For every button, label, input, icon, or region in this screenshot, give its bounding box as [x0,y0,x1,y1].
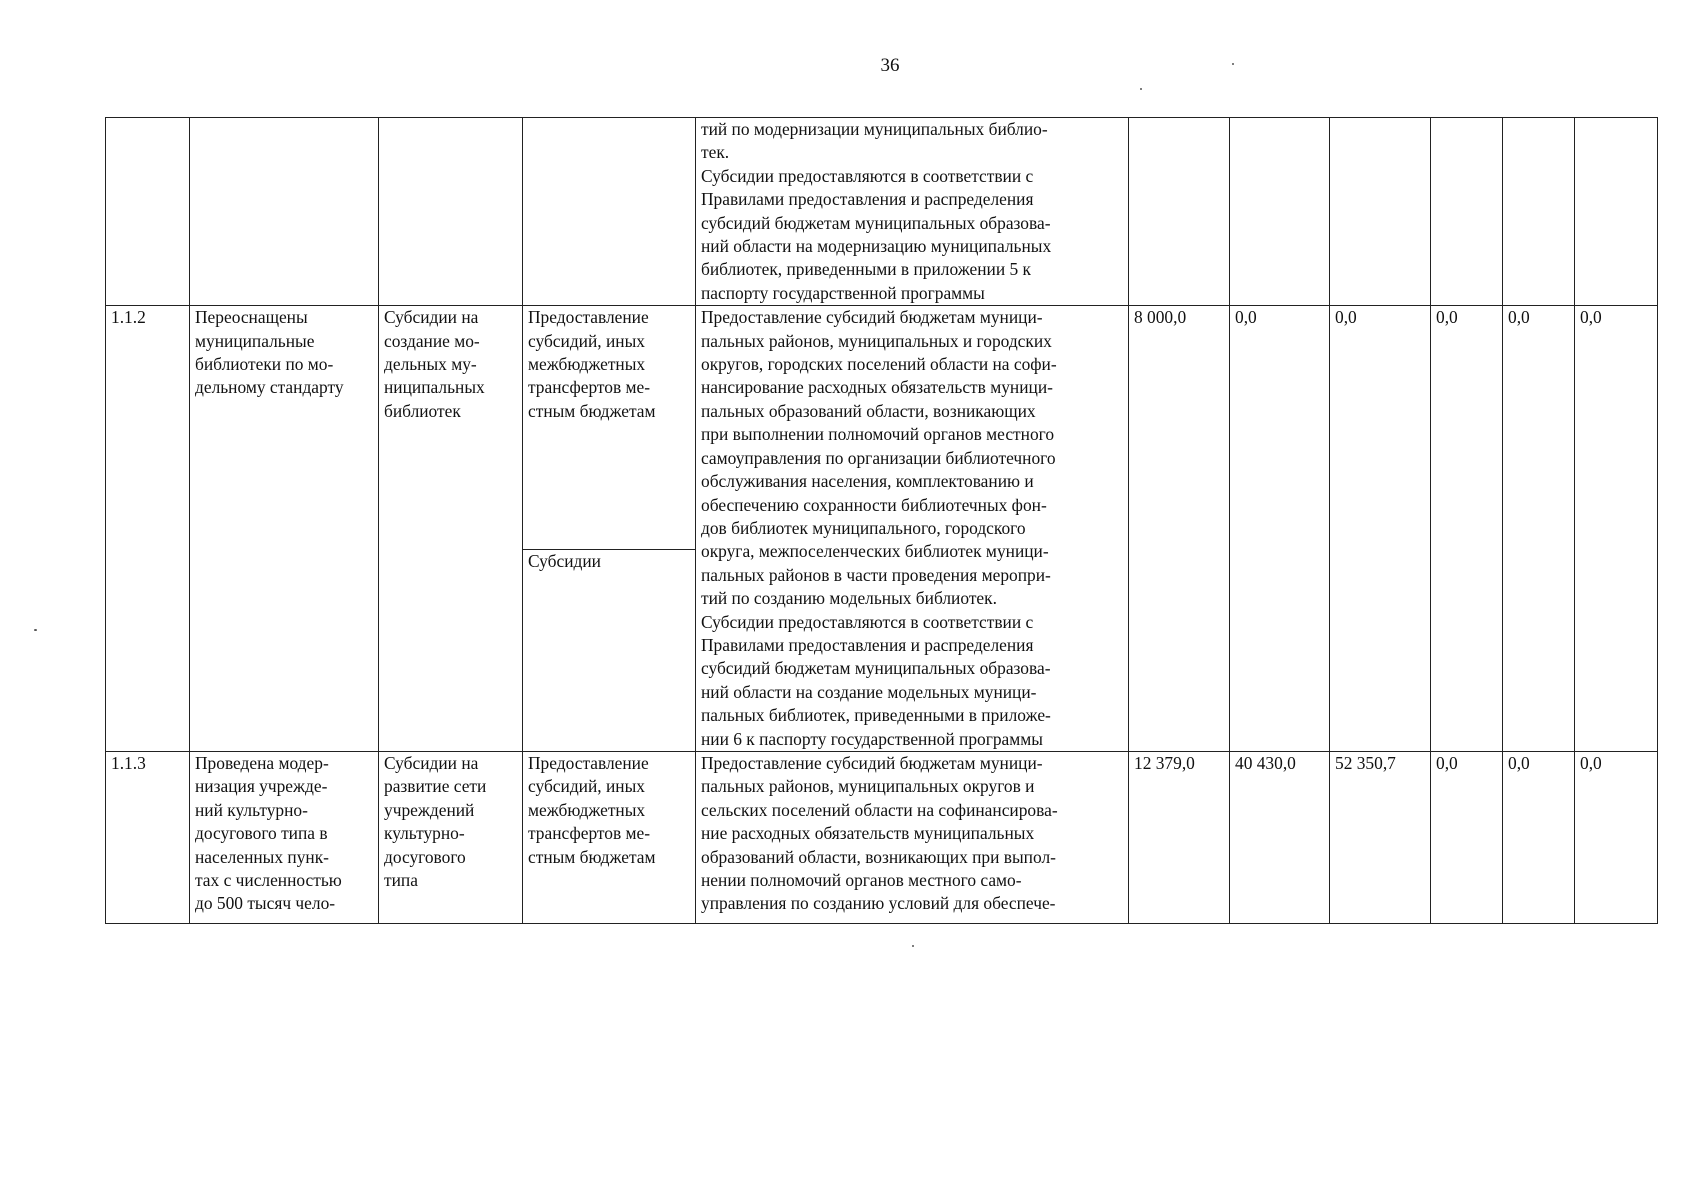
cell-result [190,118,379,306]
cell-measure: Субсидии на развитие сети учреждений культурно- досугового типа [379,751,523,923]
cell-description: тий по модернизации муниципальных библио- тек. Субсидии предоставляются в соответствии с Правилами предоставления и распределения субсидий бюджетам муниципальных образова- ний области на модернизацию муниципальных библиотек, приведенными в приложении 5 к паспорту государственной программы [696,118,1129,306]
scan-speck [1140,88,1142,90]
cell-value: 0,0 [1230,306,1330,752]
cell-number [106,118,190,306]
cell-value: 0,0 [1503,306,1575,752]
scan-speck [912,945,914,947]
cell-measure: Субсидии на создание мо- дельных му- ниципальных библиотек [379,306,523,752]
program-measures-table [105,117,1658,924]
cell-form [523,118,696,306]
cell-value: 8 000,0 [1129,306,1230,752]
cell-value: 0,0 [1575,306,1658,752]
table-row-continuation [106,118,1658,306]
cell-description: Предоставление субсидий бюджетам муници- пальных районов, муниципальных и городских округов, городских поселений области на софи- нансирование расходных обязательств муници- пальных образований области, возникающих при выполнении полномочий органов местного самоуправления по организации библиотечного обслуживания населения, комплектованию и обеспечению сохранности библиотечных фон- дов библиотек муниципального, городского округа, межпоселенческих библиотек муници- пальных районов в части проведения меропри- тий по созданию модельных библиотек. Субсидии предоставляются в соответствии с Правилами предоставления и распределения субсидий бюджетам муниципальных образова- ний области на создание модельных муници- пальных библиотек, приведенными в приложе- нии 6 к паспорту государственной программы [696,306,1129,752]
cell-form: Предоставление субсидий, иных межбюджетных трансфертов ме- стным бюджетам [523,751,696,923]
cell-value: 40 430,0 [1230,751,1330,923]
cell-value: 0,0 [1503,751,1575,923]
cell-value [1431,118,1503,306]
cell-value [1503,118,1575,306]
cell-value: 0,0 [1575,751,1658,923]
cell-form: Предоставление субсидий, иных межбюджетных трансфертов ме- стным бюджетам [523,306,696,550]
cell-form-subsidies: Субсидии [523,550,696,752]
cell-value: 52 350,7 [1330,751,1431,923]
cell-number: 1.1.3 [106,751,190,923]
table-row-1-1-3 [106,751,1658,923]
scan-speck [1232,63,1234,65]
cell-value: 0,0 [1330,306,1431,752]
table-row-1-1-2 [106,306,1658,550]
cell-value: 0,0 [1431,306,1503,752]
cell-result: Проведена модер- низация учрежде- ний культурно- досугового типа в населенных пунк- тах с численностью до 500 тысяч чело- [190,751,379,923]
cell-value [1129,118,1230,306]
cell-result: Переоснащены муниципальные библиотеки по мо- дельному стандарту [190,306,379,752]
cell-value [1230,118,1330,306]
scan-speck [34,629,37,631]
cell-number: 1.1.2 [106,306,190,752]
cell-description: Предоставление субсидий бюджетам муници- пальных районов, муниципальных округов и сельских поселений области на софинансирова- ние расходных обязательств муниципальных образований области, возникающих при выпол- нении полномочий органов местного само- управления по созданию условий для обеспече- [696,751,1129,923]
cell-value [1575,118,1658,306]
cell-value: 12 379,0 [1129,751,1230,923]
cell-value [1330,118,1431,306]
cell-measure [379,118,523,306]
page-number: 36 [880,55,900,76]
cell-value: 0,0 [1431,751,1503,923]
